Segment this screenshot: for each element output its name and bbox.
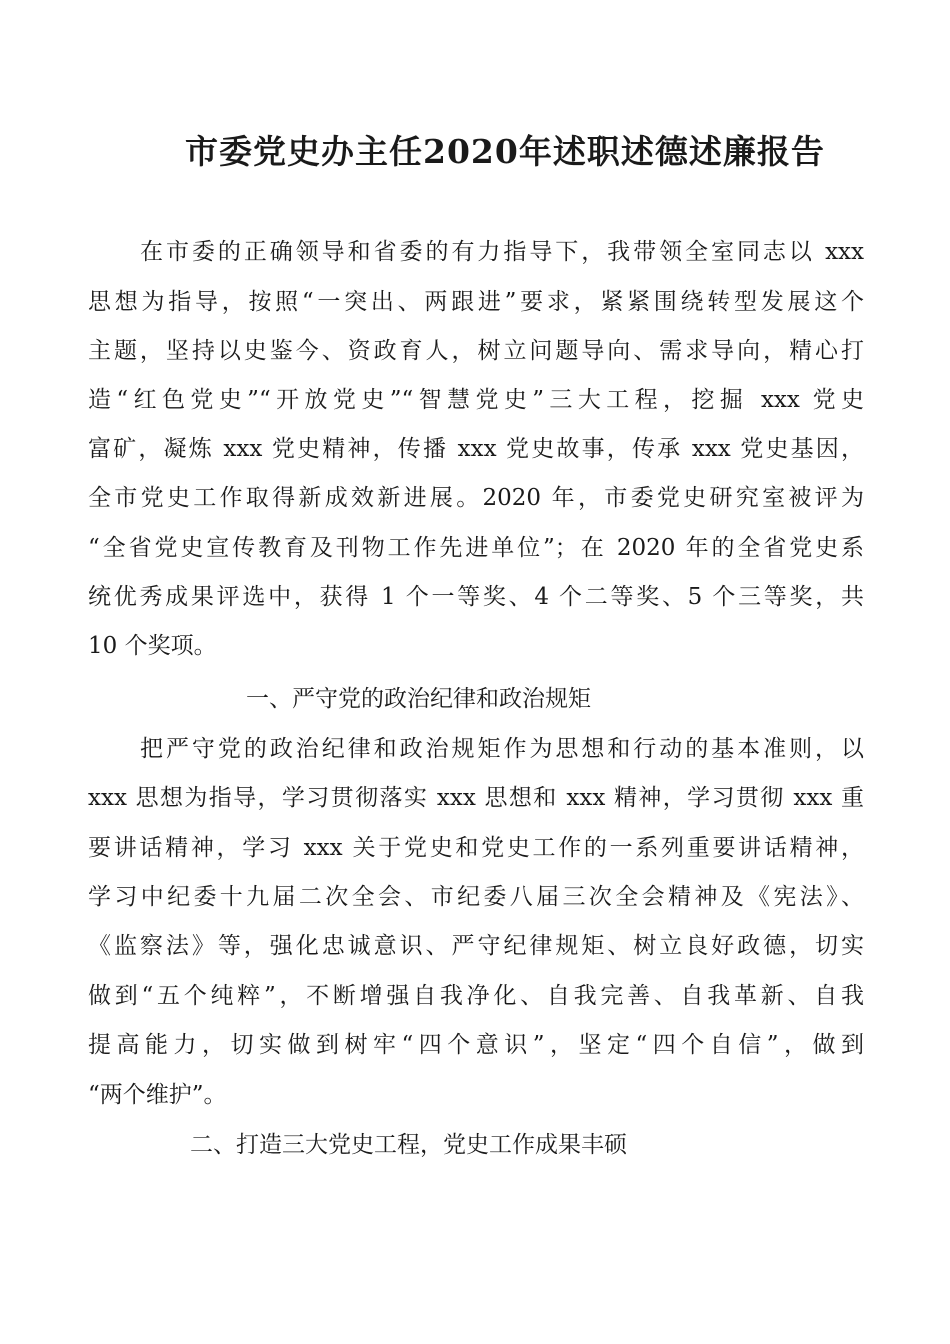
section-heading-1: 一、严守党的政治纪律和政治规矩	[246, 686, 591, 712]
intro-line-8: 统优秀成果评选中，获得 1 个一等奖、4 个二等奖、5 个三等奖，共	[88, 584, 864, 610]
section1-line-4: 学习中纪委十九届二次全会、市纪委八届三次全会精神及《宪法》、	[88, 884, 864, 910]
section1-line-8: “两个维护”。	[88, 1082, 227, 1108]
section1-line-6: 做到“五个纯粹”，不断增强自我净化、自我完善、自我革新、自我	[88, 983, 864, 1009]
section1-line-2: xxx 思想为指导，学习贯彻落实 xxx 思想和 xxx 精神，学习贯彻 xxx 重	[88, 785, 864, 811]
section1-line-5: 《监察法》等，强化忠诚意识、严守纪律规矩、树立良好政德，切实	[88, 933, 864, 959]
intro-line-1: 在市委的正确领导和省委的有力指导下，我带领全室同志以 xxx	[140, 239, 864, 265]
intro-line-5: 富矿，凝炼 xxx 党史精神，传播 xxx 党史故事，传承 xxx 党史基因，	[88, 436, 864, 462]
section1-line-1: 把严守党的政治纪律和政治规矩作为思想和行动的基本准则，以	[140, 736, 864, 762]
section1-line-7: 提高能力，切实做到树牢“四个意识”，坚定“四个自信”，做到	[88, 1032, 864, 1058]
intro-line-2: 思想为指导，按照“一突出、两跟进”要求，紧紧围绕转型发展这个	[88, 289, 864, 315]
section1-line-3: 要讲话精神，学习 xxx 关于党史和党史工作的一系列重要讲话精神，	[88, 835, 864, 861]
section-heading-2: 二、打造三大党史工程，党史工作成果丰硕	[190, 1132, 627, 1158]
intro-line-4: 造“红色党史”“开放党史”“智慧党史”三大工程，挖掘 xxx 党史	[88, 387, 864, 413]
intro-line-3: 主题，坚持以史鉴今、资政育人，树立问题导向、需求导向，精心打	[88, 338, 864, 364]
intro-line-7: “全省党史宣传教育及刊物工作先进单位”；在 2020 年的全省党史系	[88, 535, 864, 561]
intro-line-6: 全市党史工作取得新成效新进展。2020 年，市委党史研究室被评为	[88, 485, 864, 511]
intro-line-9: 10 个奖项。	[88, 633, 217, 659]
document-title: 市委党史办主任2020年述职述德述廉报告	[185, 132, 825, 171]
